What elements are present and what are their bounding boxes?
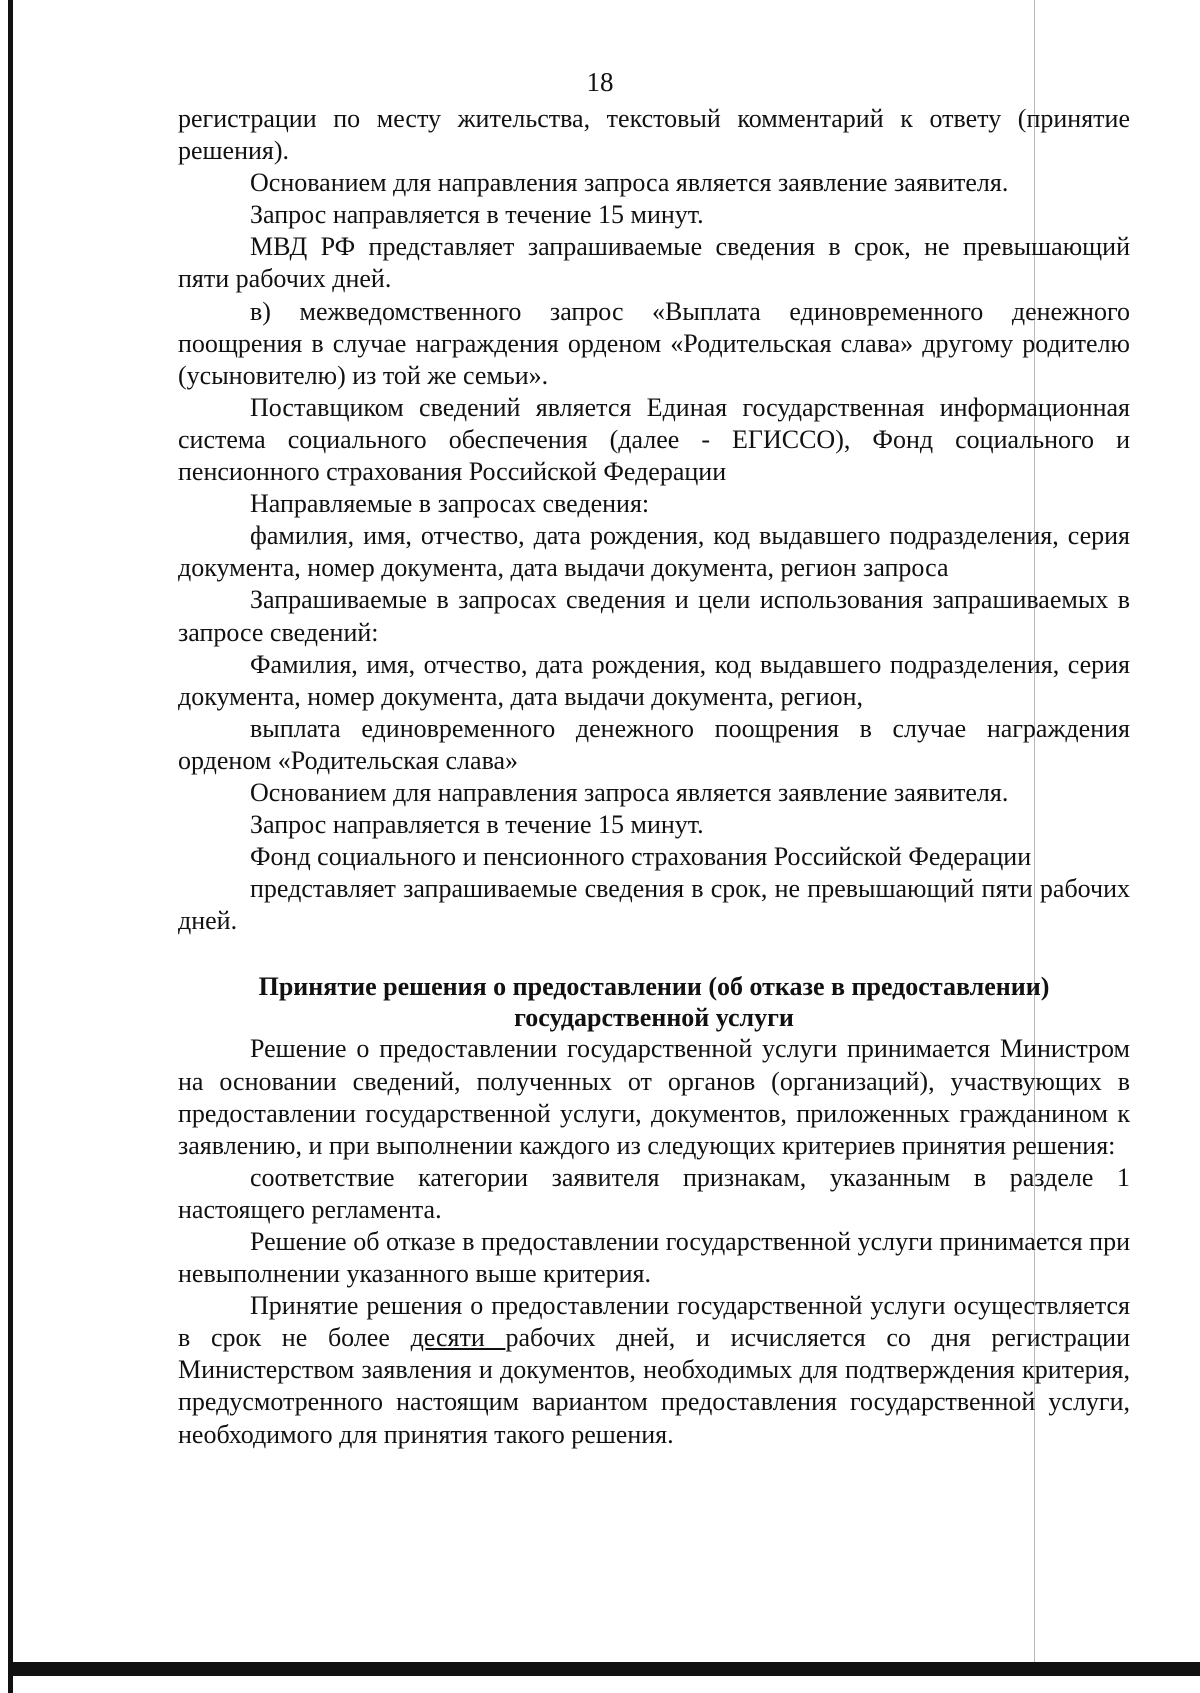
paragraph: Основанием для направления запроса является заявление заявителя. bbox=[250, 168, 1009, 198]
paragraph: регистрации по месту жительства, текстовый комментарий к ответу (принятие решения). bbox=[178, 104, 1130, 166]
paragraph: Основанием для направления запроса является заявление заявителя. bbox=[250, 777, 1009, 807]
paragraph: Решение об отказе в предоставлении государственной услуги принимается при невыполнении указанного выше критерия. bbox=[178, 1227, 1130, 1289]
text-run: Принятие решения о предоставлении государственной услуги осуществляется в срок не более bbox=[178, 1291, 1130, 1353]
paragraph: Запрос направляется в течение 15 минут. bbox=[250, 810, 704, 840]
underlined-term: десяти bbox=[410, 1323, 506, 1353]
text-run: рабочих дней, и исчисляется со дня регистрации Министерством заявления и документов, необходимых для подтверждения критерия, предусмотренного настоящим вариантом предоставления государственной услуги, необходимого для принятия такого решения. bbox=[178, 1323, 1130, 1449]
paragraph: Направляемые в запросах сведения: bbox=[250, 489, 650, 519]
document-body bbox=[178, 103, 1130, 1451]
page-number: 18 bbox=[586, 67, 614, 97]
paragraph: выплата единовременного денежного поощрения в случае награждения орденом «Родительская слава» bbox=[178, 713, 1130, 775]
paragraph: Запрашиваемые в запросах сведения и цели использования запрашиваемых в запросе сведений: bbox=[178, 585, 1130, 647]
paragraph: Решение о предоставлении государственной услуги принимается Министром на основании сведений, полученных от органов (организаций), участвующих в предоставлении государственной услуги, документов, приложенных гражданином к заявлению, и при выполнении каждого из следующих критериев принятия решения: bbox=[178, 1034, 1130, 1160]
paragraph: Поставщиком сведений является Единая государственная информационная система социального обеспечения (далее - ЕГИССО), Фонд социального и пенсионного страхования Российской Федерации bbox=[178, 392, 1130, 487]
paragraph: фамилия, имя, отчество, дата рождения, код выдавшего подразделения, серия документа, номер документа, дата выдачи документа, регион запроса bbox=[178, 521, 1130, 583]
section-heading bbox=[178, 971, 1130, 1033]
paragraph: Запрос направляется в течение 15 минут. bbox=[250, 200, 704, 230]
paragraph: соответствие категории заявителя признакам, указанным в разделе 1 настоящего регламента. bbox=[178, 1162, 1130, 1224]
section-heading-line: Принятие решения о предоставлении (об отказе в предоставлении) bbox=[258, 972, 1050, 1002]
paragraph-final bbox=[178, 1290, 1130, 1450]
paragraph: в) межведомственного запрос «Выплата единовременного денежного поощрения в случае награждения орденом «Родительская слава» другому родителю (усыновителю) из той же семьи». bbox=[178, 296, 1130, 390]
section-heading-line: государственной услуги bbox=[514, 1003, 794, 1033]
paragraph: Фамилия, имя, отчество, дата рождения, код выдавшего подразделения, серия документа, номер документа, дата выдачи документа, регион, bbox=[178, 649, 1130, 711]
paragraph: МВД РФ представляет запрашиваемые сведения в срок, не превышающий пяти рабочих дней. bbox=[178, 232, 1130, 294]
scan-border-left bbox=[8, 0, 13, 1693]
paragraph: Фонд социального и пенсионного страхования Российской Федерации bbox=[250, 842, 1032, 872]
paragraph: представляет запрашиваемые сведения в срок, не превышающий пяти рабочих дней. bbox=[178, 874, 1130, 936]
scan-border-bottom bbox=[8, 1662, 1200, 1676]
